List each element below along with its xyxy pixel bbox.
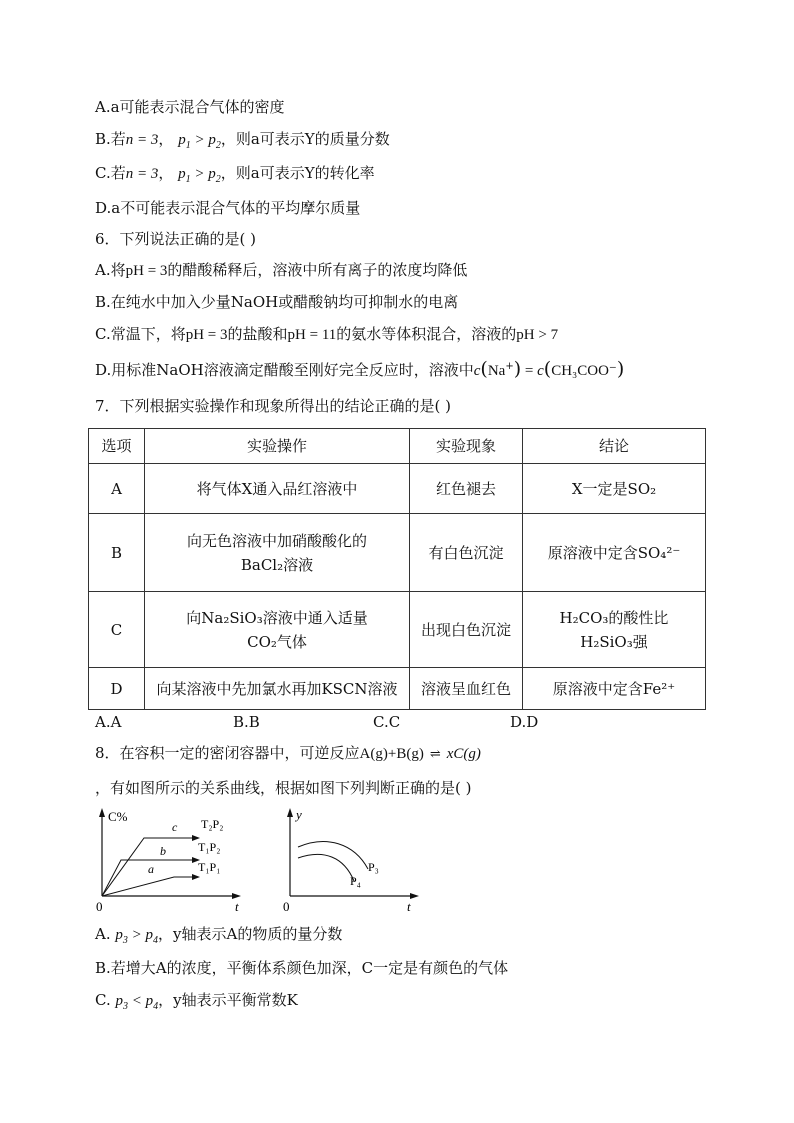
graph1-curve-b-label: b — [160, 844, 166, 858]
q5-option-d: D.a不可能表示混合气体的平均摩尔质量 — [95, 199, 361, 217]
graph2-ylabel: y — [296, 807, 302, 822]
q7-answer-options — [95, 713, 655, 733]
y-time-graph — [276, 805, 421, 915]
q5-option-b-comma: ， — [158, 130, 174, 148]
q5-option-c-n: n = 3 — [125, 166, 159, 182]
q5-option-b-n: n = 3 — [125, 132, 159, 148]
q5-option-a: A.a可能表示混合气体的密度 — [95, 98, 285, 116]
row-operation: 向Na₂SiO₃溶液中通入适量CO₂气体 — [145, 592, 410, 668]
row-operation: 向某溶液中先加氯水再加KSCN溶液 — [145, 668, 410, 710]
graph1-ylabel: C% — [108, 809, 128, 824]
header-phenomenon: 实验现象 — [410, 429, 523, 464]
row-option: D — [89, 668, 145, 710]
row-phenomenon: 出现白色沉淀 — [410, 592, 523, 668]
row-conclusion: X一定是SO₂ — [523, 464, 706, 514]
concentration-time-graph — [88, 803, 248, 915]
q5-option-c-pressure: $p_1 > p_2$ — [178, 166, 221, 185]
table-row — [89, 592, 706, 668]
q6-stem: 6．下列说法正确的是( ) — [95, 230, 257, 248]
graph1-curve-a-label: a — [148, 862, 154, 876]
header-operation: 实验操作 — [145, 429, 410, 464]
graph1-origin: 0 — [96, 899, 103, 914]
header-option: 选项 — [89, 429, 145, 464]
q5-option-c-post: ，则a可表示Y的转化率 — [220, 164, 375, 182]
row-option: B — [89, 514, 145, 592]
y-axis-arrow-icon — [99, 808, 105, 817]
graph1-label-mid: T₁P₂ — [198, 840, 221, 854]
table-row — [89, 668, 706, 710]
row-operation: 向无色溶液中加硝酸酸化的BaCl₂溶液 — [145, 514, 410, 592]
q8-option-b: B.若增大A的浓度，平衡体系颜色加深，C一定是有颜色的气体 — [95, 959, 509, 977]
experiment-table — [88, 428, 706, 710]
curve-a — [102, 877, 198, 896]
q7-stem: 7．下列根据实验操作和现象所得出的结论正确的是( ) — [95, 397, 452, 415]
q5-option-b-pre: B.若 — [95, 130, 126, 148]
graph2-xlabel: t — [407, 899, 411, 914]
q5-option-b — [95, 129, 390, 150]
row-phenomenon: 有白色沉淀 — [410, 514, 523, 592]
q7-answer-a[interactable]: A.A — [95, 713, 122, 731]
table-row — [89, 514, 706, 592]
q5-option-c-pre: C.若 — [95, 164, 126, 182]
graph2-origin: 0 — [283, 899, 290, 914]
table-row — [89, 464, 706, 514]
q6-option-d: D.用标准NaOH溶液滴定醋酸至刚好完全反应时，溶液中c(Na+) = c(CH₃COO⁻) — [95, 358, 625, 380]
q7-answer-c[interactable]: C.C — [373, 713, 401, 731]
q8-option-c: C. $p_3 < p_4$，y轴表示平衡常数K — [95, 991, 298, 1012]
row-option: C — [89, 592, 145, 668]
q8-option-a: A. $p_3 > p_4$，y轴表示A的物质的量分数 — [95, 925, 343, 946]
y-axis-arrow-icon — [287, 808, 293, 817]
graph2-curve2-label: P₄ — [350, 874, 361, 888]
row-operation: 将气体X通入品红溶液中 — [145, 464, 410, 514]
row-conclusion: 原溶液中定含Fe²⁺ — [523, 668, 706, 710]
q5-option-c: C.若n = 3， $p_1 > p_2$，则a可表示Y的转化率 — [95, 164, 375, 185]
q7-answer-d[interactable]: D.D — [510, 713, 539, 731]
graph1-label-top: T₂P₂ — [201, 817, 224, 831]
x-axis-arrow-icon — [410, 893, 419, 899]
graph1-xlabel: t — [235, 899, 239, 914]
row-phenomenon: 红色褪去 — [410, 464, 523, 514]
graph2-curve1-label: P₃ — [368, 860, 379, 874]
table-header-row — [89, 429, 706, 464]
row-phenomenon: 溶液呈血红色 — [410, 668, 523, 710]
q7-answer-b[interactable]: B.B — [233, 713, 260, 731]
row-conclusion: 原溶液中定含SO₄²⁻ — [523, 514, 706, 592]
q5-option-b-post: ，则a可表示Y的质量分数 — [220, 130, 390, 148]
row-conclusion: H₂CO₃的酸性比H₂SiO₃强 — [523, 592, 706, 668]
q6-option-a: A.将pH = 3的醋酸稀释后，溶液中所有离子的浓度均降低 — [95, 261, 468, 279]
graph1-curve-c-label: c — [172, 820, 178, 834]
q6-option-b: B.在纯水中加入少量NaOH或醋酸钠均可抑制水的电离 — [95, 293, 459, 311]
q8-stem-continued: ，有如图所示的关系曲线，根据如图下列判断正确的是( ) — [95, 779, 472, 797]
graph1-label-low: T₁P₁ — [198, 860, 221, 874]
curve-p4 — [298, 854, 354, 881]
q5-option-b-pressure: $p_1 > p_2$ — [178, 132, 221, 151]
q6-option-c: C.常温下，将pH = 3的盐酸和pH = 11的氨水等体积混合，溶液的pH > 7 — [95, 325, 559, 343]
q8-stem: 8．在容积一定的密闭容器中，可逆反应A(g)+B(g) ⇌ xC(g) — [95, 744, 481, 762]
header-conclusion: 结论 — [523, 429, 706, 464]
row-option: A — [89, 464, 145, 514]
